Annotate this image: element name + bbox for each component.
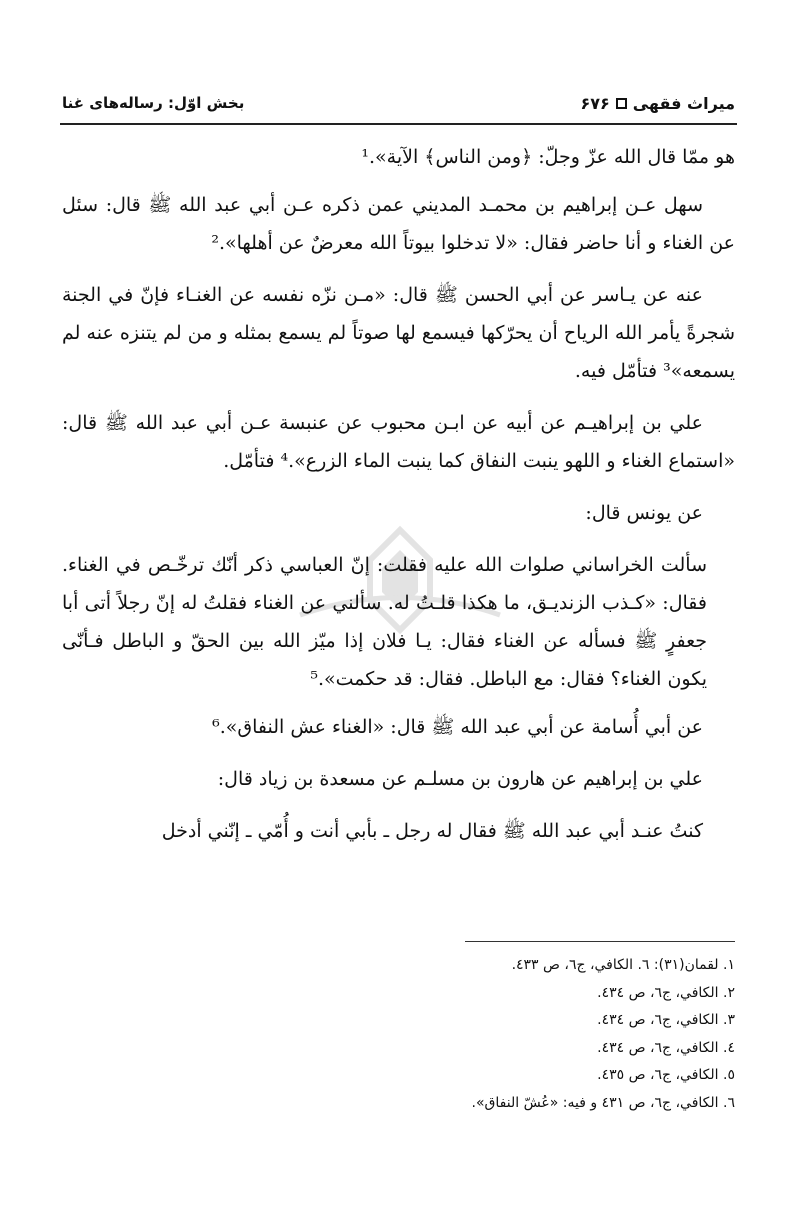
paragraph: سهل عـن إبراهيم بن محمـد المديني عمن ذكره عـن أبي عبد الله ﷺ قال: سئل عن الغناء و أنا حاضر فقال: «لا تدخلوا بيوتاً الله معرضٌ عن أهلها».² bbox=[62, 194, 735, 254]
page-number: ۶۷۶ bbox=[580, 93, 610, 113]
header-divider bbox=[60, 123, 737, 125]
section-title: بخش اوّل: رساله‌های غنا bbox=[62, 94, 245, 112]
paragraph: علي بن إبراهيـم عن أبيه عن ابـن محبوب عن عنبسة عـن أبي عبد الله ﷺ قال: «استماع الغناء و اللهو ينبت النفاق كما ينبت الماء الزرع».⁴ فتأمّل. bbox=[62, 412, 735, 472]
footnote: ٣. الكافي، ج٦، ص ٤٣٤. bbox=[597, 1012, 735, 1028]
footnote: ٥. الكافي، ج٦، ص ٤٣٥. bbox=[597, 1067, 735, 1083]
footnote: ٢. الكافي، ج٦، ص ٤٣٤. bbox=[597, 984, 735, 1001]
paragraph: علي بن إبراهيم عن هارون بن مسلـم عن مسعدة بن زياد قال: bbox=[217, 768, 703, 790]
paragraph: عن يونس قال: bbox=[585, 502, 703, 524]
footnote: ٤. الكافي، ج٦، ص ٤٣٤. bbox=[597, 1039, 735, 1056]
quotation: سألت الخراساني صلوات الله عليه فقلت: إنّ العباسي ذكر أنّك ترخّـص في الغناء. فقال: «كـذب الزنديـق، ما هكذا قلـتُ له. سألني عن الغناء فقلتُ له إنّ رجلاً أتى أبا جعفرٍ ﷺ فسأله عن الغناء فقال: يـا فلان إذا ميّز الله بين الحقّ و الباطل فـأنّى يكون الغناء؟ فقال: مع الباطل. فقال: قد حكمت».⁵ bbox=[62, 554, 707, 690]
footnotes bbox=[62, 952, 735, 1117]
paragraph: كنتُ عنـد أبي عبد الله ﷺ فقال له رجل ـ بأبي أنت و أُمّي ـ إنّني أدخل bbox=[161, 820, 703, 842]
book-title: میراث فقهی bbox=[632, 93, 735, 113]
running-header bbox=[62, 88, 735, 118]
footnote-divider bbox=[465, 941, 735, 942]
footnote: ٦. الكافي، ج٦، ص ٤٣١ و فيه: «عُشّ النفاق». bbox=[471, 1094, 735, 1111]
square-bullet-icon bbox=[616, 98, 627, 109]
page-header-right bbox=[580, 94, 735, 113]
quoted-block bbox=[62, 546, 735, 698]
paragraph: عن أبي أُسامة عن أبي عبد الله ﷺ قال: «الغناء عش النفاق».⁶ bbox=[212, 716, 703, 738]
paragraph: هو ممّا قال الله عزّ وجلّ: ﴿ومن الناس﴾ الآية».¹ bbox=[361, 146, 735, 168]
paragraph: عنه عن يـاسر عن أبي الحسن ﷺ قال: «مـن نزّه نفسه عن الغنـاء فإنّ في الجنة شجرةً يأمر الله الرياح أن يحرّكها فيسمع لها صوتاً لم يسمع بمثله و من لم يتنزه عنه لم يسمعه»³ فتأمّل فيه. bbox=[62, 284, 735, 382]
main-text bbox=[62, 138, 735, 864]
footnote: ١. لقمان(٣١): ٦. الكافي، ج٦، ص ٤٣٣. bbox=[511, 957, 735, 973]
